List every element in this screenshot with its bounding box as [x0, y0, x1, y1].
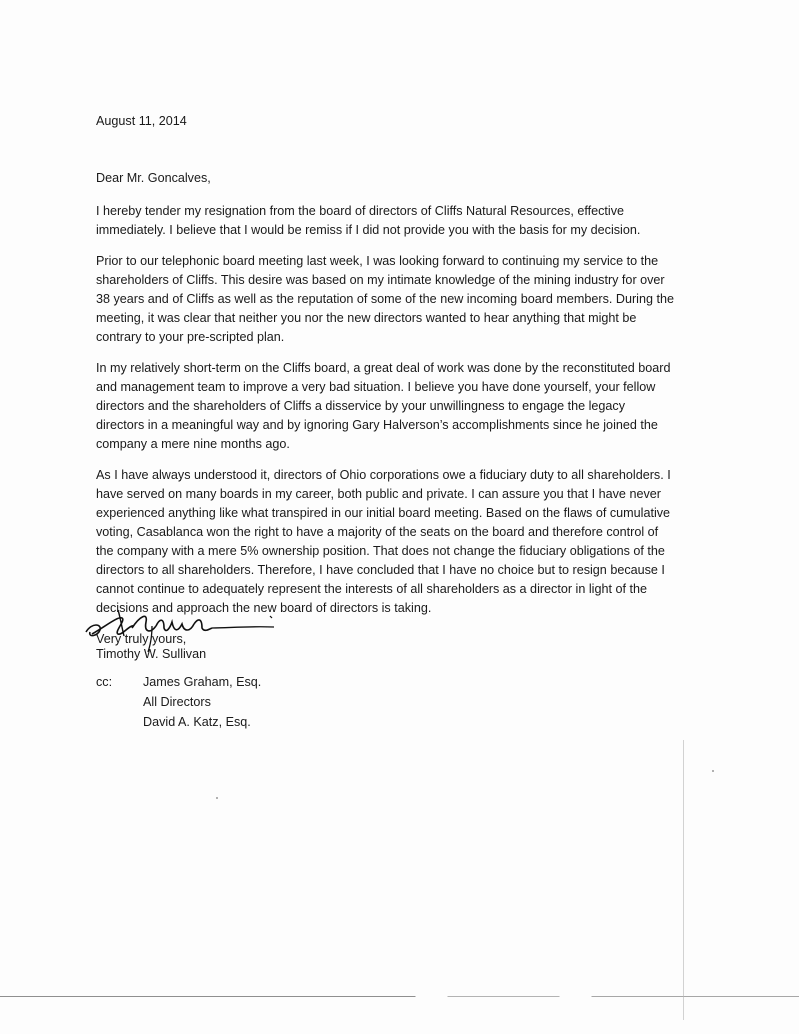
letter-body — [96, 112, 676, 649]
scan-artifact-right-line — [683, 740, 684, 1020]
paragraph-telephonic-meeting: Prior to our telephonic board meeting last week, I was looking forward to continuing my service to the shareholders of Cliffs. This desire was based on my intimate knowledge of the mining industry for over 38 years and of Cliffs as well as the reputation of some of the new incoming board members. During the meeting, it was clear that neither you nor the new directors wanted to hear anything that might be contrary to your pre-scripted plan. — [96, 254, 674, 344]
cc-recipient: James Graham, Esq. — [143, 675, 262, 689]
paragraph-fiduciary-duty: As I have always understood it, directors of Ohio corporations owe a fiduciary duty to all shareholders. I have served on many boards in my career, both public and private. I can assure you that I have never experienced anything like what transpired in our initial board meeting. Based on the flaws of cumulative voting, Casablanca won the right to have a majority of the seats on the board and therefore control of the company with a mere 5% ownership position. That does not change the fiduciary obligations of the directors to all shareholders. Therefore, I have concluded that I have no choice but to resign because I cannot continue to adequately represent the interests of all shareholders as a director in light of the decisions and approach the new board of directors is taking. — [96, 468, 671, 615]
cc-recipient: All Directors — [143, 695, 211, 709]
scan-speck — [216, 797, 218, 799]
closing: Very truly yours, — [96, 632, 187, 646]
letter-date: August 11, 2014 — [96, 114, 187, 128]
signer-name: Timothy W. Sullivan — [96, 647, 207, 661]
scan-artifact-bottom-line — [0, 996, 799, 997]
cc-list — [143, 672, 343, 732]
salutation: Dear Mr. Goncalves, — [96, 171, 211, 185]
paragraph-board-work: In my relatively short-term on the Cliffs board, a great deal of work was done by the reconstituted board and management team to improve a very bad situation. I believe you have done yourself, your fellow directors and the shareholders of Cliffs a disservice by your unwillingness to engage the legacy directors in a meaningful way and by ignoring Gary Halverson’s accomplishments since he joined the company a mere nine months ago. — [96, 361, 671, 451]
paragraph-resignation: I hereby tender my resignation from the board of directors of Cliffs Natural Resources, effective immediately. I believe that I would be remiss if I did not provide you with the basis for my decision. — [96, 204, 641, 237]
scan-speck — [712, 770, 714, 772]
cc-recipient: David A. Katz, Esq. — [143, 715, 251, 729]
cc-label: cc: — [96, 675, 113, 689]
